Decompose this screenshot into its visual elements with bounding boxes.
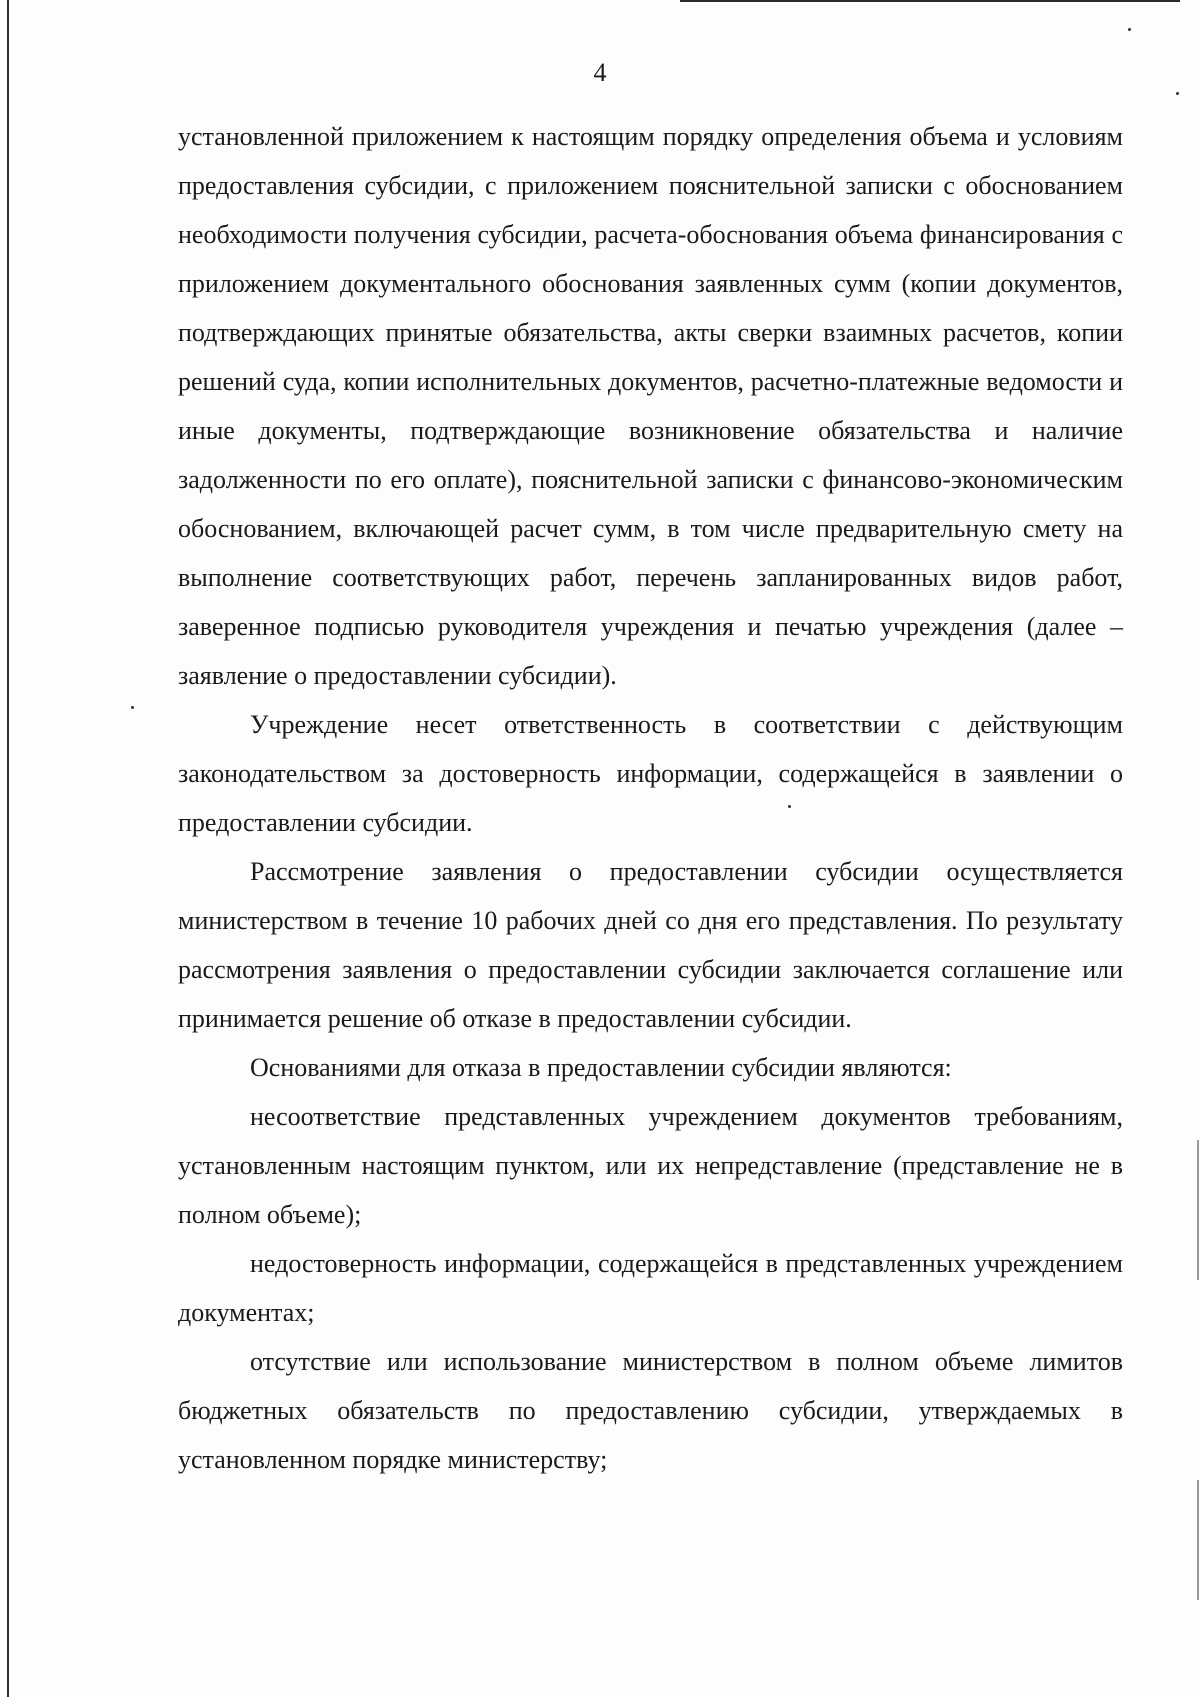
document-body [178,112,1123,1484]
paragraph-responsibility: Учреждение несет ответственность в соответствии с действующим законодательством за достоверность информации, содержащейся в заявлении о предоставлении субсидии. [178,710,1123,837]
page-number: 4 [593,58,607,87]
list-item-limits: отсутствие или использование министерством в полном объеме лимитов бюджетных обязательств по предоставлению субсидии, утверждаемых в установленном порядке министерству; [178,1347,1123,1474]
list-item-noncompliance: несоответствие представленных учреждением документов требованиям, установленным настоящим пунктом, или их непредставление (представление не в полном объеме); [178,1102,1123,1229]
paragraph-refusal-grounds: Основаниями для отказа в предоставлении субсидии являются: [250,1053,952,1082]
paragraph-review: Рассмотрение заявления о предоставлении субсидии осуществляется министерством в течение 10 рабочих дней со дня его представления. По результату рассмотрения заявления о предоставлении субсидии заключается соглашение или принимается решение об отказе в предоставлении субсидии. [178,857,1123,1033]
scan-edge-right-lower [1197,1480,1199,1600]
scan-speck [131,706,134,709]
scan-edge-right [1197,1140,1199,1280]
paragraph-continuation: установленной приложением к настоящим порядку определения объема и условиям предоставления субсидии, с приложением пояснительной записки с обоснованием необходимости получения субсидии, расчета-обоснования объема финансирования с приложением документального обоснования заявленных сумм (копии документов, подтверждающих принятые обязательства, акты сверки взаимных расчетов, копии решений суда, копии исполнительных документов, расчетно-платежные ведомости и иные документы, подтверждающие возникновение обязательства и наличие задолженности по его оплате), пояснительной записки с финансово-экономическим обоснованием, включающей расчет сумм, в том числе предварительную смету на выполнение соответствующих работ, перечень запланированных видов работ, заверенное подписью руководителя учреждения и печатью учреждения (далее – заявление о предоставлении субсидии). [178,122,1123,690]
scan-edge-left [7,0,9,1697]
scan-speck [1128,28,1131,31]
scan-speck [1176,92,1179,95]
scan-edge-top [680,0,1180,2]
list-item-unreliability: недостоверность информации, содержащейся в представленных учреждением документах; [178,1249,1123,1327]
